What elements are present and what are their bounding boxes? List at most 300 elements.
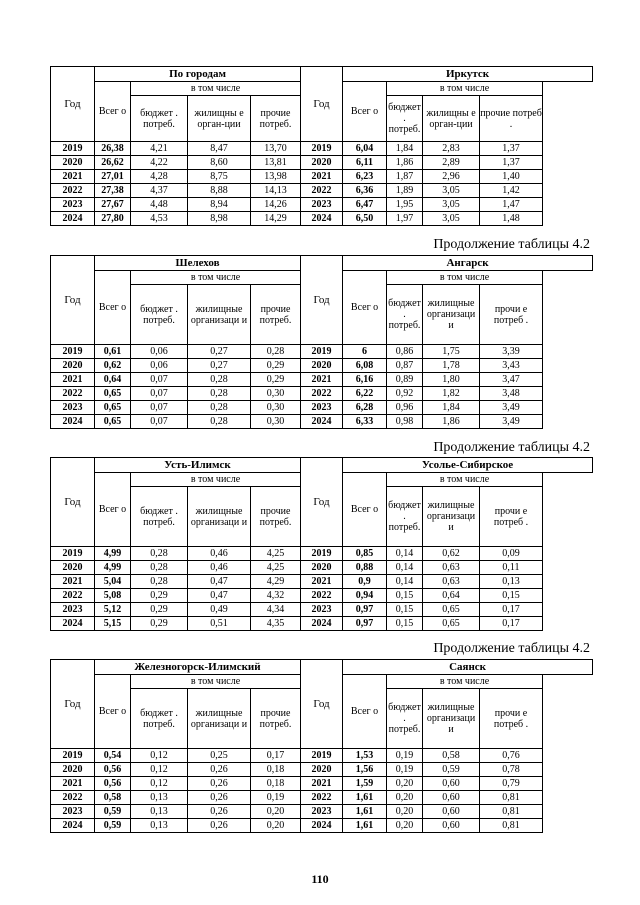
total-cell: 6,28 bbox=[343, 401, 387, 415]
table-block-3 bbox=[50, 457, 592, 631]
budget-cell: 0,13 bbox=[131, 805, 188, 819]
housing-cell: 8,60 bbox=[188, 156, 251, 170]
other-cell: 13,81 bbox=[251, 156, 301, 170]
housing-cell: 0,27 bbox=[188, 345, 251, 359]
year-cell: 2023 bbox=[51, 603, 95, 617]
budget-cell: 0,15 bbox=[387, 603, 423, 617]
year-cell: 2023 bbox=[301, 603, 343, 617]
table-title-right: Ангарск bbox=[343, 256, 593, 271]
housing-header: жилищные организаци и bbox=[188, 689, 251, 749]
other-cell: 4,34 bbox=[251, 603, 301, 617]
table-title-right: Усолье-Сибирское bbox=[343, 458, 593, 473]
budget-cell: 4,53 bbox=[131, 212, 188, 226]
year-cell: 2021 bbox=[301, 777, 343, 791]
total-header: Всег о bbox=[95, 82, 131, 142]
data-table bbox=[50, 457, 593, 631]
table-title-left: Усть-Илимск bbox=[95, 458, 301, 473]
total-header: Всег о bbox=[95, 473, 131, 547]
year-cell: 2024 bbox=[51, 819, 95, 833]
total-header: Всег о bbox=[343, 473, 387, 547]
other-cell: 14,26 bbox=[251, 198, 301, 212]
budget-header: бюджет . потреб. bbox=[387, 689, 423, 749]
year-header: Год bbox=[51, 458, 95, 547]
total-cell: 0,88 bbox=[343, 561, 387, 575]
other-cell: 0,29 bbox=[251, 359, 301, 373]
table-row bbox=[51, 170, 593, 184]
year-cell: 2021 bbox=[301, 373, 343, 387]
table-row bbox=[51, 561, 593, 575]
budget-cell: 0,86 bbox=[387, 345, 423, 359]
budget-cell: 0,89 bbox=[387, 373, 423, 387]
year-cell: 2023 bbox=[301, 805, 343, 819]
total-cell: 0,54 bbox=[95, 749, 131, 763]
other-cell: 1,47 bbox=[480, 198, 543, 212]
incl-header: в том числе bbox=[131, 473, 301, 487]
housing-cell: 8,94 bbox=[188, 198, 251, 212]
year-cell: 2024 bbox=[301, 617, 343, 631]
budget-cell: 0,98 bbox=[387, 415, 423, 429]
housing-cell: 2,96 bbox=[423, 170, 480, 184]
other-cell: 0,29 bbox=[251, 373, 301, 387]
budget-cell: 0,87 bbox=[387, 359, 423, 373]
total-header: Всег о bbox=[95, 675, 131, 749]
year-cell: 2021 bbox=[51, 373, 95, 387]
housing-header: жилищные организаци и bbox=[188, 487, 251, 547]
housing-cell: 0,46 bbox=[188, 561, 251, 575]
housing-cell: 0,47 bbox=[188, 575, 251, 589]
budget-cell: 0,12 bbox=[131, 749, 188, 763]
table-row bbox=[51, 575, 593, 589]
housing-cell: 0,63 bbox=[423, 575, 480, 589]
other-cell: 0,81 bbox=[480, 805, 543, 819]
table-row bbox=[51, 603, 593, 617]
housing-cell: 0,65 bbox=[423, 603, 480, 617]
total-header: Всег о bbox=[343, 675, 387, 749]
year-cell: 2021 bbox=[51, 575, 95, 589]
housing-cell: 0,60 bbox=[423, 819, 480, 833]
year-header: Год bbox=[301, 660, 343, 749]
budget-cell: 0,15 bbox=[387, 589, 423, 603]
total-cell: 0,85 bbox=[343, 547, 387, 561]
housing-cell: 0,65 bbox=[423, 617, 480, 631]
data-table bbox=[50, 66, 593, 226]
budget-cell: 1,84 bbox=[387, 142, 423, 156]
total-cell: 6,33 bbox=[343, 415, 387, 429]
budget-cell: 4,21 bbox=[131, 142, 188, 156]
housing-cell: 0,47 bbox=[188, 589, 251, 603]
other-cell: 4,32 bbox=[251, 589, 301, 603]
housing-cell: 8,98 bbox=[188, 212, 251, 226]
total-cell: 1,61 bbox=[343, 805, 387, 819]
year-header: Год bbox=[301, 256, 343, 345]
table-row bbox=[51, 359, 593, 373]
continuation-note: Продолжение таблицы 4.2 bbox=[433, 237, 590, 252]
continuation-note: Продолжение таблицы 4.2 bbox=[433, 440, 590, 455]
total-cell: 6,08 bbox=[343, 359, 387, 373]
table-row bbox=[51, 387, 593, 401]
total-cell: 0,97 bbox=[343, 603, 387, 617]
other-cell: 0,11 bbox=[480, 561, 543, 575]
table-body bbox=[51, 345, 593, 429]
year-cell: 2022 bbox=[301, 184, 343, 198]
budget-cell: 0,29 bbox=[131, 589, 188, 603]
year-cell: 2019 bbox=[51, 547, 95, 561]
year-cell: 2022 bbox=[301, 791, 343, 805]
table-row bbox=[51, 777, 593, 791]
housing-cell: 0,26 bbox=[188, 763, 251, 777]
housing-cell: 8,88 bbox=[188, 184, 251, 198]
year-cell: 2019 bbox=[301, 142, 343, 156]
budget-cell: 0,19 bbox=[387, 763, 423, 777]
total-cell: 26,38 bbox=[95, 142, 131, 156]
other-cell: 14,29 bbox=[251, 212, 301, 226]
housing-cell: 1,78 bbox=[423, 359, 480, 373]
total-cell: 0,65 bbox=[95, 387, 131, 401]
housing-cell: 3,05 bbox=[423, 198, 480, 212]
other-cell: 0,13 bbox=[480, 575, 543, 589]
other-cell: 1,42 bbox=[480, 184, 543, 198]
year-cell: 2019 bbox=[51, 345, 95, 359]
housing-cell: 0,26 bbox=[188, 791, 251, 805]
budget-cell: 0,19 bbox=[387, 749, 423, 763]
table-body bbox=[51, 142, 593, 226]
table-block-1 bbox=[50, 66, 592, 226]
budget-cell: 0,13 bbox=[131, 819, 188, 833]
other-header: прочи е потреб . bbox=[480, 285, 543, 345]
other-header: прочие потреб. bbox=[251, 96, 301, 142]
budget-cell: 0,14 bbox=[387, 547, 423, 561]
total-cell: 1,61 bbox=[343, 791, 387, 805]
housing-cell: 1,84 bbox=[423, 401, 480, 415]
page-number: 110 bbox=[311, 872, 329, 886]
housing-cell: 0,51 bbox=[188, 617, 251, 631]
total-cell: 5,08 bbox=[95, 589, 131, 603]
budget-cell: 0,96 bbox=[387, 401, 423, 415]
other-cell: 13,98 bbox=[251, 170, 301, 184]
total-header: Всег о bbox=[343, 82, 387, 142]
table-row bbox=[51, 401, 593, 415]
total-cell: 6,36 bbox=[343, 184, 387, 198]
housing-cell: 0,26 bbox=[188, 819, 251, 833]
year-cell: 2024 bbox=[51, 617, 95, 631]
total-cell: 6 bbox=[343, 345, 387, 359]
incl-header: в том числе bbox=[131, 271, 301, 285]
year-cell: 2023 bbox=[301, 401, 343, 415]
other-cell: 1,37 bbox=[480, 156, 543, 170]
other-header: прочие потреб. bbox=[251, 689, 301, 749]
housing-cell: 0,60 bbox=[423, 791, 480, 805]
budget-cell: 1,97 bbox=[387, 212, 423, 226]
total-cell: 0,62 bbox=[95, 359, 131, 373]
budget-cell: 0,20 bbox=[387, 777, 423, 791]
budget-cell: 0,12 bbox=[131, 763, 188, 777]
continuation-note: Продолжение таблицы 4.2 bbox=[433, 641, 590, 656]
other-cell: 13,70 bbox=[251, 142, 301, 156]
budget-cell: 1,87 bbox=[387, 170, 423, 184]
budget-header: бюджет . потреб. bbox=[387, 285, 423, 345]
total-cell: 6,23 bbox=[343, 170, 387, 184]
year-cell: 2022 bbox=[51, 791, 95, 805]
other-cell: 0,17 bbox=[480, 617, 543, 631]
table-row bbox=[51, 142, 593, 156]
other-cell: 0,18 bbox=[251, 777, 301, 791]
total-cell: 0,56 bbox=[95, 777, 131, 791]
housing-header: жилищные организаци и bbox=[188, 285, 251, 345]
table-body bbox=[51, 749, 593, 833]
budget-header: бюджет . потреб. bbox=[131, 96, 188, 142]
total-cell: 27,67 bbox=[95, 198, 131, 212]
budget-cell: 4,37 bbox=[131, 184, 188, 198]
other-cell: 0,18 bbox=[251, 763, 301, 777]
other-cell: 0,30 bbox=[251, 387, 301, 401]
budget-cell: 1,95 bbox=[387, 198, 423, 212]
other-cell: 0,28 bbox=[251, 345, 301, 359]
housing-cell: 2,83 bbox=[423, 142, 480, 156]
table-row bbox=[51, 156, 593, 170]
budget-cell: 0,29 bbox=[131, 617, 188, 631]
housing-cell: 0,46 bbox=[188, 547, 251, 561]
housing-cell: 0,28 bbox=[188, 401, 251, 415]
total-cell: 0,64 bbox=[95, 373, 131, 387]
budget-cell: 0,28 bbox=[131, 547, 188, 561]
table-row bbox=[51, 805, 593, 819]
total-cell: 0,56 bbox=[95, 763, 131, 777]
year-header: Год bbox=[51, 256, 95, 345]
other-cell: 0,76 bbox=[480, 749, 543, 763]
year-cell: 2022 bbox=[51, 589, 95, 603]
budget-cell: 0,14 bbox=[387, 575, 423, 589]
other-cell: 0,30 bbox=[251, 415, 301, 429]
housing-header: жилищные организаци и bbox=[423, 689, 480, 749]
table-row bbox=[51, 198, 593, 212]
year-cell: 2019 bbox=[301, 749, 343, 763]
total-cell: 1,59 bbox=[343, 777, 387, 791]
table-body bbox=[51, 547, 593, 631]
data-table bbox=[50, 255, 593, 429]
year-cell: 2019 bbox=[301, 345, 343, 359]
table-row bbox=[51, 212, 593, 226]
housing-header: жилищны е орган-ции bbox=[188, 96, 251, 142]
other-cell: 4,29 bbox=[251, 575, 301, 589]
other-cell: 1,48 bbox=[480, 212, 543, 226]
budget-cell: 0,14 bbox=[387, 561, 423, 575]
year-header: Год bbox=[51, 67, 95, 142]
total-header: Всег о bbox=[95, 271, 131, 345]
year-header: Год bbox=[301, 67, 343, 142]
other-cell: 3,43 bbox=[480, 359, 543, 373]
budget-cell: 0,06 bbox=[131, 359, 188, 373]
year-header: Год bbox=[51, 660, 95, 749]
housing-cell: 8,75 bbox=[188, 170, 251, 184]
other-cell: 4,25 bbox=[251, 561, 301, 575]
budget-cell: 0,07 bbox=[131, 387, 188, 401]
other-cell: 3,39 bbox=[480, 345, 543, 359]
housing-cell: 2,89 bbox=[423, 156, 480, 170]
year-cell: 2023 bbox=[51, 198, 95, 212]
other-header: прочи е потреб . bbox=[480, 487, 543, 547]
housing-cell: 0,58 bbox=[423, 749, 480, 763]
total-cell: 0,59 bbox=[95, 819, 131, 833]
total-header: Всег о bbox=[343, 271, 387, 345]
year-cell: 2022 bbox=[301, 387, 343, 401]
other-cell: 3,49 bbox=[480, 415, 543, 429]
housing-cell: 0,64 bbox=[423, 589, 480, 603]
year-cell: 2023 bbox=[301, 198, 343, 212]
other-cell: 3,49 bbox=[480, 401, 543, 415]
housing-cell: 0,27 bbox=[188, 359, 251, 373]
other-header: прочи е потреб . bbox=[480, 689, 543, 749]
year-cell: 2024 bbox=[301, 819, 343, 833]
table-row bbox=[51, 373, 593, 387]
total-cell: 0,59 bbox=[95, 805, 131, 819]
budget-cell: 4,22 bbox=[131, 156, 188, 170]
other-cell: 0,79 bbox=[480, 777, 543, 791]
housing-header: жилищные организаци и bbox=[423, 285, 480, 345]
housing-cell: 3,05 bbox=[423, 184, 480, 198]
total-cell: 0,97 bbox=[343, 617, 387, 631]
budget-header: бюджет . потреб. bbox=[131, 689, 188, 749]
year-cell: 2020 bbox=[51, 156, 95, 170]
other-cell: 0,15 bbox=[480, 589, 543, 603]
other-header: прочие потреб. bbox=[251, 487, 301, 547]
total-cell: 5,12 bbox=[95, 603, 131, 617]
table-title-left: Железногорск-Илимский bbox=[95, 660, 301, 675]
total-cell: 27,01 bbox=[95, 170, 131, 184]
table-row bbox=[51, 547, 593, 561]
budget-cell: 0,13 bbox=[131, 791, 188, 805]
budget-cell: 0,07 bbox=[131, 401, 188, 415]
housing-header: жилищные организаци и bbox=[423, 487, 480, 547]
budget-cell: 0,20 bbox=[387, 805, 423, 819]
other-cell: 0,81 bbox=[480, 819, 543, 833]
total-cell: 0,9 bbox=[343, 575, 387, 589]
total-cell: 0,94 bbox=[343, 589, 387, 603]
incl-header: в том числе bbox=[387, 271, 543, 285]
housing-cell: 1,82 bbox=[423, 387, 480, 401]
other-cell: 0,17 bbox=[251, 749, 301, 763]
housing-cell: 8,47 bbox=[188, 142, 251, 156]
total-cell: 6,04 bbox=[343, 142, 387, 156]
total-cell: 6,22 bbox=[343, 387, 387, 401]
year-cell: 2020 bbox=[301, 561, 343, 575]
year-cell: 2023 bbox=[51, 401, 95, 415]
year-cell: 2021 bbox=[51, 170, 95, 184]
budget-cell: 1,89 bbox=[387, 184, 423, 198]
other-cell: 0,20 bbox=[251, 805, 301, 819]
total-cell: 27,80 bbox=[95, 212, 131, 226]
housing-cell: 0,59 bbox=[423, 763, 480, 777]
table-row bbox=[51, 589, 593, 603]
budget-header: бюджет . потреб. bbox=[387, 487, 423, 547]
table-title-left: По городам bbox=[95, 67, 301, 82]
year-cell: 2019 bbox=[51, 749, 95, 763]
incl-header: в том числе bbox=[387, 82, 543, 96]
budget-cell: 0,29 bbox=[131, 603, 188, 617]
budget-cell: 0,28 bbox=[131, 561, 188, 575]
year-cell: 2019 bbox=[51, 142, 95, 156]
housing-cell: 1,86 bbox=[423, 415, 480, 429]
total-cell: 4,99 bbox=[95, 547, 131, 561]
other-cell: 1,40 bbox=[480, 170, 543, 184]
budget-header: бюджет . потреб. bbox=[131, 285, 188, 345]
other-cell: 0,81 bbox=[480, 791, 543, 805]
budget-header: бюджет . потреб. bbox=[131, 487, 188, 547]
housing-cell: 0,28 bbox=[188, 373, 251, 387]
total-cell: 5,04 bbox=[95, 575, 131, 589]
budget-cell: 0,06 bbox=[131, 345, 188, 359]
budget-cell: 0,20 bbox=[387, 819, 423, 833]
budget-cell: 0,12 bbox=[131, 777, 188, 791]
table-block-4 bbox=[50, 659, 592, 833]
other-cell: 14,13 bbox=[251, 184, 301, 198]
budget-cell: 0,20 bbox=[387, 791, 423, 805]
housing-cell: 0,60 bbox=[423, 805, 480, 819]
total-cell: 1,61 bbox=[343, 819, 387, 833]
year-cell: 2020 bbox=[51, 561, 95, 575]
budget-cell: 4,28 bbox=[131, 170, 188, 184]
year-cell: 2019 bbox=[301, 547, 343, 561]
housing-cell: 0,49 bbox=[188, 603, 251, 617]
other-cell: 0,17 bbox=[480, 603, 543, 617]
incl-header: в том числе bbox=[387, 675, 543, 689]
year-cell: 2021 bbox=[301, 575, 343, 589]
housing-cell: 0,25 bbox=[188, 749, 251, 763]
table-row bbox=[51, 617, 593, 631]
total-cell: 0,65 bbox=[95, 401, 131, 415]
total-cell: 6,50 bbox=[343, 212, 387, 226]
total-cell: 0,58 bbox=[95, 791, 131, 805]
total-cell: 26,62 bbox=[95, 156, 131, 170]
housing-cell: 1,80 bbox=[423, 373, 480, 387]
table-row bbox=[51, 749, 593, 763]
budget-cell: 4,48 bbox=[131, 198, 188, 212]
year-cell: 2024 bbox=[301, 212, 343, 226]
total-cell: 27,38 bbox=[95, 184, 131, 198]
budget-cell: 0,92 bbox=[387, 387, 423, 401]
housing-cell: 0,28 bbox=[188, 387, 251, 401]
total-cell: 6,11 bbox=[343, 156, 387, 170]
table-title-left: Шелехов bbox=[95, 256, 301, 271]
year-cell: 2022 bbox=[51, 184, 95, 198]
incl-header: в том числе bbox=[131, 675, 301, 689]
housing-cell: 0,26 bbox=[188, 805, 251, 819]
budget-cell: 0,07 bbox=[131, 415, 188, 429]
incl-header: в том числе bbox=[131, 82, 301, 96]
housing-cell: 0,28 bbox=[188, 415, 251, 429]
table-title-right: Иркутск bbox=[343, 67, 593, 82]
table-row bbox=[51, 791, 593, 805]
table-row bbox=[51, 184, 593, 198]
year-cell: 2024 bbox=[51, 212, 95, 226]
total-cell: 5,15 bbox=[95, 617, 131, 631]
year-cell: 2024 bbox=[301, 415, 343, 429]
total-cell: 1,53 bbox=[343, 749, 387, 763]
housing-header: жилищны е орган-ции bbox=[423, 96, 480, 142]
budget-cell: 0,28 bbox=[131, 575, 188, 589]
year-cell: 2020 bbox=[301, 156, 343, 170]
housing-cell: 0,26 bbox=[188, 777, 251, 791]
other-cell: 0,20 bbox=[251, 819, 301, 833]
table-row bbox=[51, 819, 593, 833]
other-cell: 3,47 bbox=[480, 373, 543, 387]
year-cell: 2020 bbox=[51, 359, 95, 373]
other-cell: 3,48 bbox=[480, 387, 543, 401]
other-header: прочие потреб. bbox=[251, 285, 301, 345]
year-cell: 2021 bbox=[301, 170, 343, 184]
budget-cell: 0,07 bbox=[131, 373, 188, 387]
other-cell: 0,30 bbox=[251, 401, 301, 415]
year-cell: 2021 bbox=[51, 777, 95, 791]
